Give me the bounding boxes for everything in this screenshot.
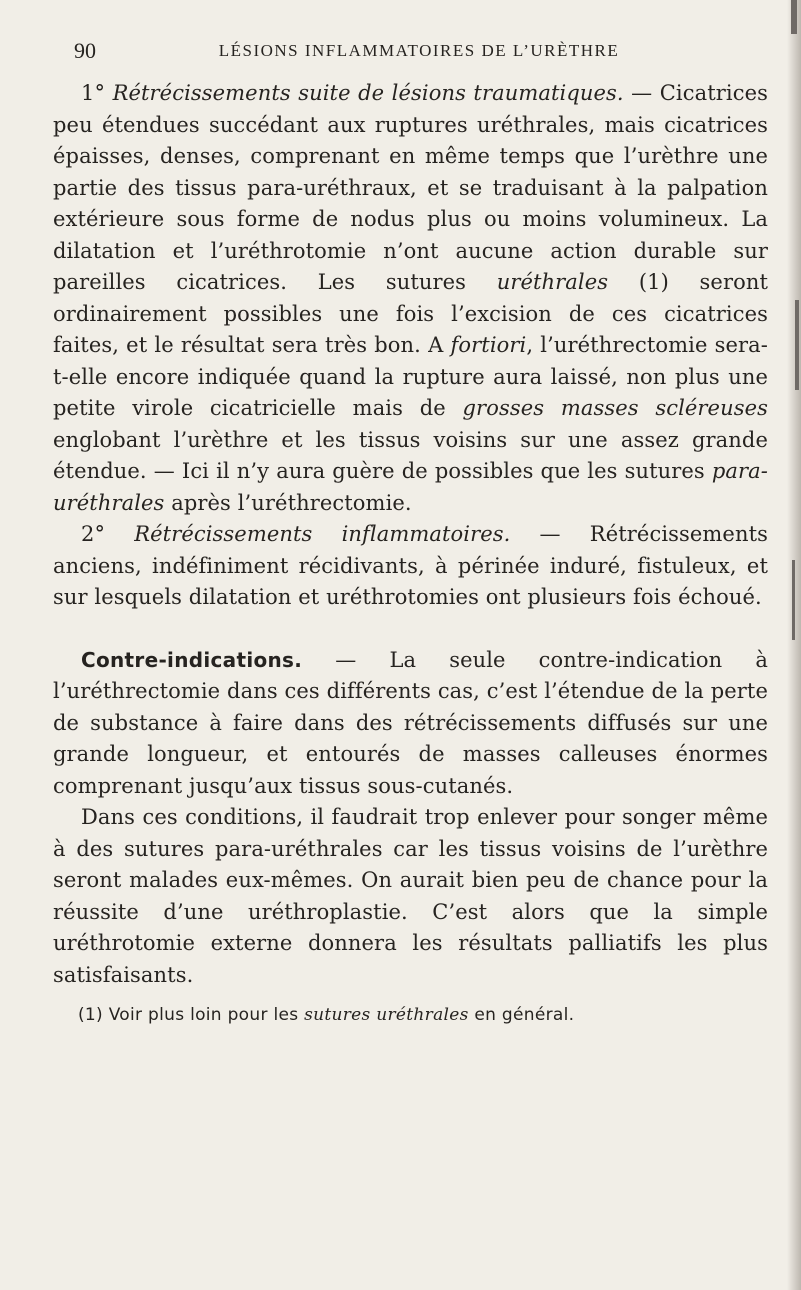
- page-number: 90: [74, 38, 96, 63]
- main-text: [53, 78, 768, 991]
- section-gap: [53, 614, 768, 645]
- paragraph-text: englobant l’urèthre et les tissus voisins sur une assez grande étendue. — Ici il n’y aura guère de possibles que les sutures: [53, 427, 768, 483]
- italic-term: para-uréthrales: [53, 459, 768, 515]
- paragraph-text: , l’uréthrectomie sera-t-elle encore indiquée quand la rupture aura laissé, non plus une petite virole cicatricielle mais de: [53, 333, 768, 420]
- section-title-traumatic: Rétrécissements suite de lésions traumatiques.: [112, 81, 624, 105]
- footnote: [78, 1003, 768, 1027]
- paragraph-traumatic-strictures: [53, 78, 768, 519]
- paragraph-text: après l’uréthrectomie.: [164, 490, 412, 515]
- footnote-text: Voir plus loin pour les: [102, 1005, 305, 1025]
- page-header: [74, 38, 764, 68]
- italic-term: uréthrales: [496, 270, 609, 294]
- contraindications-heading: Contre-indications.: [81, 647, 303, 672]
- paragraph-text: Dans ces conditions, il faudrait trop enlever pour songer même à des sutures para-uréthrales car les tissus voisins de l’urèthre seront malades eux-mêmes. On aurait bien peu de chance pour la réussite d’une uréthroplastie. C’est alors que la simple uréthrotomie externe donnera les résultats palliatifs les plus satisfaisants.: [53, 805, 768, 987]
- paragraph-contraindications: [53, 645, 768, 803]
- paragraph-text: — Cicatrices peu étendues succédant aux ruptures uréthrales, mais cicatrices épaisses, denses, comprenant en même temps que l’urèthre une partie des tissus para-uréthraux, et se traduisant à la palpation extérieure sous forme de nodus plus ou moins volumineux. La dilatation et l’uréthrotomie n’ont aucune action durable sur pareilles cicatrices. Les sutures: [53, 81, 768, 294]
- paragraph-inflammatory-strictures: [53, 519, 768, 614]
- paragraph-conditions: [53, 802, 768, 991]
- list-marker-2: 2°: [81, 522, 106, 546]
- italic-term: fortiori: [450, 333, 527, 357]
- footnote-text: en général.: [468, 1005, 575, 1025]
- list-marker-1: 1°: [81, 81, 106, 105]
- footnote-italic: sutures uréthrales: [304, 1005, 469, 1025]
- section-title-inflammatory: Rétrécissements inflammatoires.: [134, 522, 511, 546]
- paragraph-text: (1) seront ordinairement possibles une fois l’excision de ces cicatrices faites, et le résultat sera très bon. A: [53, 270, 768, 357]
- page-edge-mark: [792, 560, 795, 640]
- footnote-marker: (1): [78, 1005, 103, 1025]
- page-edge-mark: [795, 300, 799, 390]
- paragraph-text: — La seule contre-indication à l’uréthrectomie dans ces différents cas, c’est l’étendue de la perte de substance à faire dans des rétrécissements diffusés sur une grande longueur, et entourés de masses calleuses énormes comprenant jusqu’aux tissus sous-cutanés.: [53, 647, 768, 798]
- page-edge-mark: [791, 0, 797, 34]
- italic-term: grosses masses scléreuses: [462, 396, 768, 420]
- paragraph-text: — Rétrécissements anciens, indéfiniment récidivants, à périnée induré, fistuleux, et sur lesquels dilatation et uréthrotomies ont plusieurs fois échoué.: [53, 522, 768, 609]
- page-edge-shadow: [787, 0, 801, 1290]
- running-title: LÉSIONS INFLAMMATOIRES DE L’URÈTHRE: [218, 41, 620, 60]
